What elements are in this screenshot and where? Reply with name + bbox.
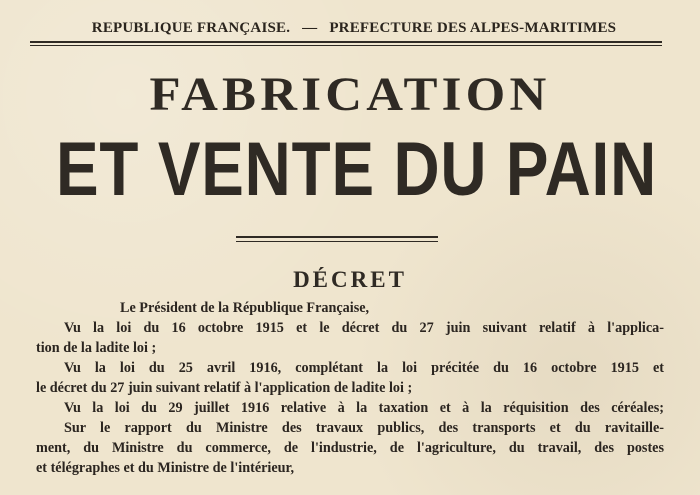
decree-line-3: Vu la loi du 25 avril 1916, complétant la loi précitée du 16 octobre 1915 et [64,360,664,376]
decree-line-1: Vu la loi du 16 octobre 1915 et le décret du 27 juin suivant relatif à l'applica- [64,320,664,336]
decree-line-7: ment, du Ministre du commerce, de l'industrie, de l'agriculture, du travail, des postes [36,440,664,456]
header-right: PREFECTURE DES ALPES-MARITIMES [329,20,617,36]
title-rule-1 [236,236,438,238]
decree-body [36,298,664,478]
decree-line-2: tion de la ladite loi ; [36,340,157,356]
decree-line-president: Le Président de la République Française, [120,300,370,316]
decree-line-5: Vu la loi du 29 juillet 1916 relative à la taxation et à la réquisition des céréales; [64,400,664,416]
decree-line-4: le décret du 27 juin suivant relatif à l'application de ladite loi ; [36,380,413,396]
title-rule-2 [236,241,438,242]
header-left: REPUBLIQUE FRANÇAISE. [91,20,291,36]
header-line [34,18,674,38]
top-rule-2 [30,45,662,46]
decree-line-6: Sur le rapport du Ministre des travaux publics, des transports et du ravitaille- [64,420,664,436]
decree-line-8: et télégraphes et du Ministre de l'intérieur, [36,460,295,476]
top-rule-1 [30,41,662,43]
poster-title-line-2: ET VENTE DU PAIN [56,127,658,212]
poster-title-line-1: FABRICATION [149,68,551,121]
header-separator: — [302,20,318,36]
decree-heading: DÉCRET [293,267,407,292]
